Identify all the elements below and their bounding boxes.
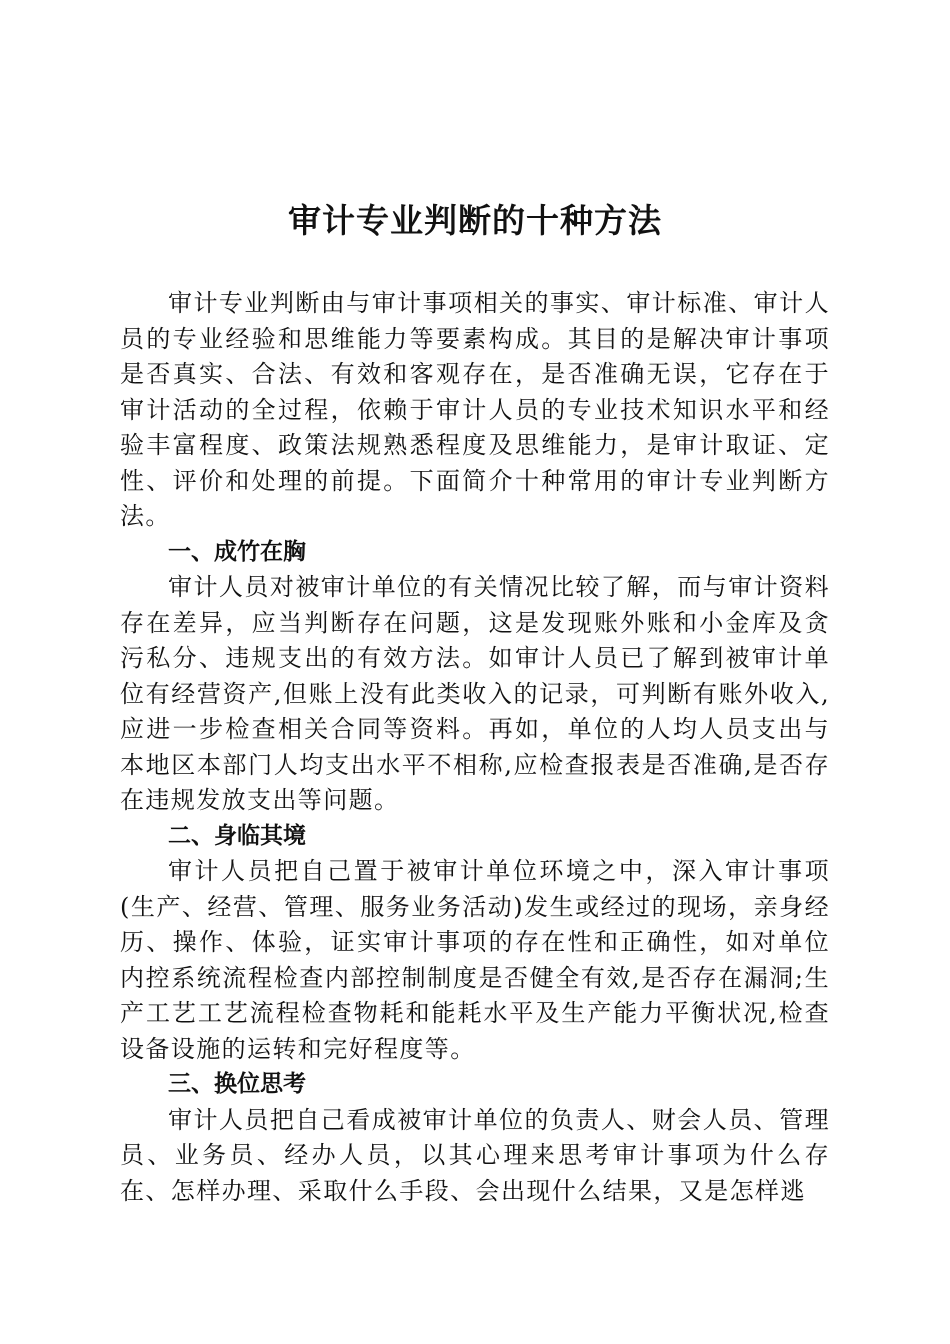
section-paragraph-3: 审计人员把自己看成被审计单位的负责人、财会人员、管理员、业务员、经办人员，以其心理来思考审计事项为什么存在、怎样办理、采取什么手段、会出现什么结果，又是怎样逃 <box>120 1105 830 1205</box>
section-heading-3: 三、换位思考 <box>168 1071 306 1097</box>
section-paragraph-2: 审计人员把自己置于被审计单位环境之中，深入审计事项(生产、经营、管理、服务业务活动)发生或经过的现场，亲身经历、操作、体验，证实审计事项的存在性和正确性，如对单位内控系统流程检查内部控制制度是否健全有效,是否存在漏洞;生产工艺工艺流程检查物耗和能耗水平及生产能力平衡状况,检查设备设施的运转和完好程度等。 <box>120 857 830 1063</box>
intro-paragraph: 审计专业判断由与审计事项相关的事实、审计标准、审计人员的专业经验和思维能力等要素构成。其目的是解决审计事项是否真实、合法、有效和客观存在，是否准确无误，它存在于审计活动的全过程，依赖于审计人员的专业技术知识水平和经验丰富程度、政策法规熟悉程度及思维能力，是审计取证、定性、评价和处理的前提。下面简介十种常用的审计专业判断方法。 <box>120 289 830 530</box>
document-title: 审计专业判断的十种方法 <box>288 201 662 240</box>
document-body <box>120 286 830 1209</box>
section-heading-1: 一、成竹在胸 <box>168 538 306 565</box>
section-heading-2: 二、身临其境 <box>168 822 306 849</box>
section-paragraph-1: 审计人员对被审计单位的有关情况比较了解，而与审计资料存在差异，应当判断存在问题，这是发现账外账和小金库及贪污私分、违规支出的有效方法。如审计人员已了解到被审计单位有经营资产,但账上没有此类收入的记录，可判断有账外收入,应进一步检查相关合同等资料。再如，单位的人均人员支出与本地区本部门人均支出水平不相称,应检查报表是否准确,是否存在违规发放支出等问题。 <box>120 573 830 814</box>
